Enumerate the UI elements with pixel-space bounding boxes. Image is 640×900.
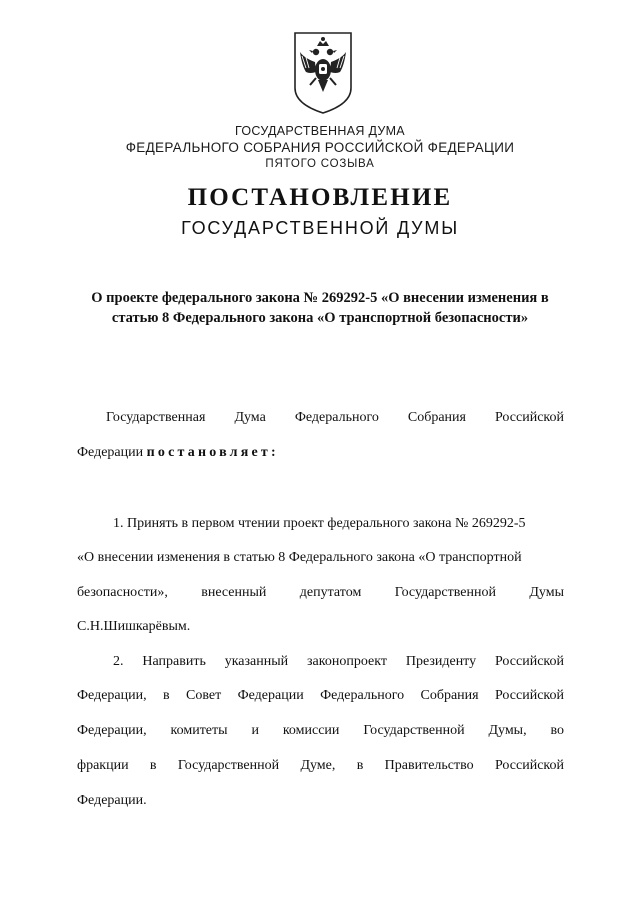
subject-line2: статью 8 Федерального закона «О транспортной безопасности» — [111, 310, 529, 326]
preamble-line1: Государственная Дума Федерального Собрания Российской — [106, 410, 564, 425]
clause2-line4: фракции в Государственной Думе, в Правительство Российской — [77, 758, 564, 773]
preamble-verb: постановляет: — [146, 445, 279, 460]
clause2-line2: Федерации, в Совет Федерации Федерального Собрания Российской — [77, 688, 564, 703]
clause2-line1: 2. Направить указанный законопроект Президенту Российской — [113, 654, 564, 669]
clause1-line4: С.Н.Шишкарёвым. — [77, 619, 191, 634]
org-name-line1: ГОСУДАРСТВЕННАЯ ДУМА — [235, 124, 405, 138]
clause2-line3: Федерации, комитеты и комиссии Государственной Думы, во — [77, 723, 564, 738]
coat-of-arms-icon — [292, 30, 354, 116]
preamble-line2 — [77, 443, 279, 463]
clause1-line1: 1. Принять в первом чтении проект федерального закона № 269292-5 — [113, 516, 526, 531]
clause1-line2: «О внесении изменения в статью 8 Федерального закона «О транспортной — [77, 550, 522, 565]
convocation-line: ПЯТОГО СОЗЫВА — [265, 158, 375, 170]
clause2-line5: Федерации. — [77, 793, 147, 808]
subject-line1: О проекте федерального закона № 269292-5 «О внесении изменения в — [91, 290, 549, 306]
org-name-line2: ФЕДЕРАЛЬНОГО СОБРАНИЯ РОССИЙСКОЙ ФЕДЕРАЦИИ — [125, 140, 515, 155]
document-subtitle: ГОСУДАРСТВЕННОЙ ДУМЫ — [181, 218, 459, 238]
document-title: ПОСТАНОВЛЕНИЕ — [187, 184, 453, 211]
resolution-subject — [60, 288, 580, 328]
preamble-prefix: Федерации — [77, 445, 144, 460]
clause1-line3: безопасности», внесенный депутатом Государственной Думы — [77, 585, 564, 600]
